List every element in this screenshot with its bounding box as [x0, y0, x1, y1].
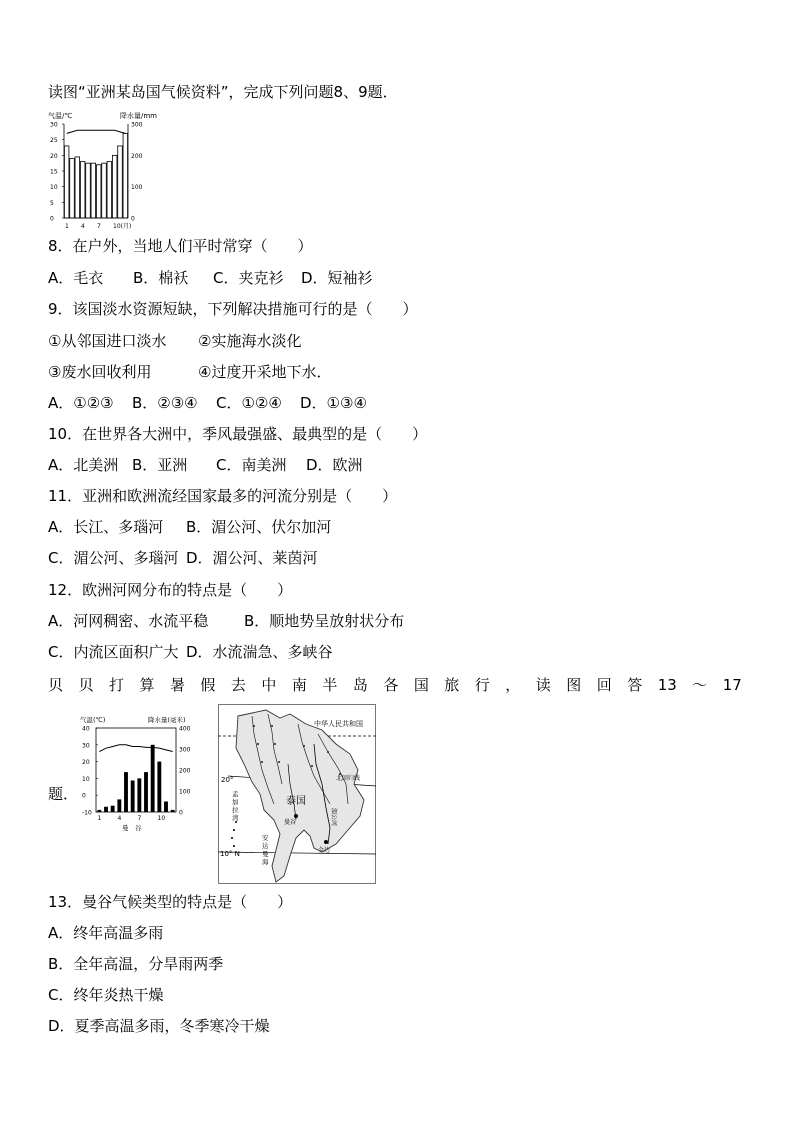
map-label-mekong: 湄公河 — [330, 808, 337, 827]
chart2-x-tick: 1 — [97, 815, 102, 822]
chart1-x-tick: 4 — [81, 223, 85, 230]
intro-char: 国 — [413, 676, 429, 694]
chart1-x-tick: 7 — [97, 223, 101, 230]
chart1-right-tick: 300 — [131, 121, 143, 129]
map-label-andaman — [262, 833, 269, 866]
q8-option-a[interactable]: A．毛衣 — [48, 269, 104, 287]
chart1-left-axis-label: 气温/℃ — [48, 112, 73, 120]
map-label-china: 中华人民共和国 — [314, 720, 363, 728]
map-label-lat10: 10° N — [220, 850, 240, 858]
chart1-left-tick: 30 — [50, 121, 58, 129]
q11-options-1 — [48, 517, 331, 537]
q13-option-d[interactable]: D．夏季高温多雨，冬季寒冷干燥 — [48, 1017, 270, 1035]
q8-option-c[interactable]: C．夹克衫 — [213, 269, 284, 287]
q10-option-c[interactable]: C．南美洲 — [216, 456, 287, 474]
q8-stem: 8．在户外，当地人们平时常穿（ ） — [48, 237, 313, 255]
q9-option-c[interactable]: C．①②④ — [216, 394, 282, 412]
q12-option-a[interactable]: A．河网稠密、水流平稳 — [48, 612, 209, 630]
chart1-x-tick: 1 — [65, 223, 69, 230]
map-label-bangkok: 曼谷 — [284, 819, 297, 826]
q12-stem: 12．欧洲河网分布的特点是（ ） — [48, 581, 293, 599]
chart2-x-tick: 10 — [157, 815, 166, 822]
chart2-right-tick: 0 — [179, 809, 183, 817]
chart2-precip-bar — [151, 745, 155, 812]
chart2-temperature-line — [99, 745, 172, 752]
q9-option-d[interactable]: D．①③④ — [300, 394, 367, 412]
chart2-precip-bar — [157, 762, 161, 812]
q11-option-c[interactable]: C．湄公河、多瑙河 — [48, 549, 179, 567]
island-climate-chart — [48, 108, 178, 230]
chart1-left-tick: 10 — [50, 184, 58, 192]
map-label-lat20: 20° — [221, 776, 234, 784]
intro-char: 打 — [108, 676, 124, 694]
map-label-phnom-penh: 金边 — [318, 847, 331, 854]
intro-char: 去 — [230, 676, 246, 694]
chart2-precip-bar — [104, 807, 108, 812]
chart1-precip-bar — [86, 163, 91, 218]
q10-option-b[interactable]: B．亚洲 — [132, 456, 188, 474]
map-label-bay-of-bengal — [232, 789, 239, 822]
chart1-right-tick: 0 — [131, 215, 135, 223]
q10-options — [48, 455, 363, 475]
chart2-left-axis-label: 气温(℃) — [80, 716, 106, 724]
chart1-precip-bar — [112, 155, 117, 218]
chart2-left-tick: 40 — [82, 725, 90, 733]
q11-stem: 11．亚洲和欧洲流经国家最多的河流分别是（ ） — [48, 487, 398, 505]
intro-char: 算 — [139, 676, 155, 694]
q11-options-2 — [48, 548, 318, 568]
intro-char: 岛 — [352, 676, 368, 694]
intro-char: 贝 — [48, 676, 64, 694]
chart1-left-tick: 25 — [50, 137, 58, 145]
intro-char: 中 — [261, 676, 277, 694]
q10-option-d[interactable]: D．欧洲 — [306, 456, 363, 474]
chart1-right-tick: 100 — [131, 184, 143, 192]
q11-option-d[interactable]: D．湄公河、莱茵河 — [186, 549, 318, 567]
indochina-map — [218, 704, 376, 884]
q9-choice-3: ③废水回收利用 — [48, 363, 152, 381]
chart2-right-tick: 200 — [179, 767, 191, 775]
q9-choices-1 — [48, 331, 301, 351]
bangkok-marker — [294, 814, 298, 818]
intro-char: 17 — [722, 676, 742, 694]
chart1-precip-bar — [64, 146, 69, 218]
svg-text:孟加拉湾: 孟加拉湾 — [232, 790, 239, 822]
q9-options — [48, 393, 367, 413]
chart2-precip-bar — [131, 781, 135, 813]
chart1-precip-bar — [107, 162, 112, 218]
chart2-precip-bar — [117, 799, 121, 812]
chart1-x-tick: 10(月) — [113, 223, 132, 230]
q8-option-d[interactable]: D．短袖衫 — [301, 269, 373, 287]
q9-choice-1: ①从邻国进口淡水 — [48, 332, 167, 350]
intro-char: 答 — [627, 676, 643, 694]
chart2-precip-bar — [111, 806, 115, 812]
q12-option-c[interactable]: C．内流区面积广大 — [48, 643, 179, 661]
chart1-precip-bar — [75, 157, 80, 218]
chart1-precip-bar — [102, 163, 107, 218]
svg-text:安达曼海: 安达曼海 — [262, 834, 269, 866]
q12-option-d[interactable]: D．水流湍急、多峡谷 — [186, 643, 333, 661]
chart2-precip-bar — [137, 778, 141, 812]
q11-option-a[interactable]: A．长江、多瑙河 — [48, 518, 164, 536]
q13-option-b[interactable]: B．全年高温，分旱雨两季 — [48, 955, 224, 973]
chart2-precip-bar — [124, 772, 128, 812]
q12-options-1 — [48, 611, 404, 631]
intro-char: 行 — [474, 676, 490, 694]
intro-q13-17-end: 题． — [48, 785, 79, 803]
q9-stem: 9．该国淡水资源短缺，下列解决措施可行的是（ ） — [48, 300, 418, 318]
intro-char: 贝 — [78, 676, 94, 694]
chart1-left-tick: 0 — [50, 215, 54, 223]
chart2-x-tick: 7 — [137, 815, 142, 822]
q9-option-b[interactable]: B．②③④ — [132, 394, 198, 412]
chart1-precip-bar — [70, 158, 75, 218]
chart1-left-tick: 20 — [50, 152, 58, 160]
intro-char: 南 — [291, 676, 307, 694]
q8-option-b[interactable]: B．棉袄 — [133, 269, 189, 287]
chart1-precip-bar — [123, 133, 128, 218]
phnom-penh-marker — [324, 840, 328, 844]
intro-char: 回 — [596, 676, 612, 694]
chart2-right-tick: 300 — [179, 746, 191, 754]
chart1-temperature-line — [67, 130, 126, 133]
q9-choice-4: ④过度开采地下水． — [198, 363, 332, 381]
chart2-left-tick: -10 — [82, 809, 92, 817]
chart2-precip-bar — [164, 802, 168, 813]
chart1-precip-bar — [96, 165, 101, 218]
chart2-x-tick: 4 — [117, 815, 122, 822]
intro-char: ～ — [692, 676, 708, 694]
q8-options — [48, 268, 373, 288]
map-label-thailand: 泰国 — [286, 796, 306, 807]
q9-choice-2: ②实施海水淡化 — [198, 332, 302, 350]
chart2-precip-bar — [144, 772, 148, 812]
q10-stem: 10．在世界各大洲中，季风最强盛、最典型的是（ ） — [48, 425, 428, 443]
map-label-tropic: 北回归线 — [336, 775, 361, 782]
chart2-right-tick: 100 — [179, 788, 191, 796]
intro-char: 13 — [657, 676, 677, 694]
q13-option-c[interactable]: C．终年炎热干燥 — [48, 986, 164, 1004]
chart1-right-tick: 200 — [131, 152, 143, 160]
chart2-right-axis-label: 降水量(毫米) — [148, 716, 186, 724]
chart2-left-tick: 30 — [82, 742, 90, 750]
chart2-left-tick: 10 — [82, 775, 90, 783]
q10-option-a[interactable]: A．北美洲 — [48, 456, 119, 474]
q9-option-a[interactable]: A．①②③ — [48, 394, 114, 412]
chart1-precip-bar — [80, 162, 85, 218]
intro-char: ， — [505, 676, 521, 694]
chart1-right-axis-label: 降水量/mm — [120, 112, 157, 120]
chart1-left-tick: 5 — [50, 199, 54, 207]
intro-char: 半 — [322, 676, 338, 694]
intro-q13-17 — [48, 675, 742, 695]
q11-option-b[interactable]: B．湄公河、伏尔加河 — [186, 518, 332, 536]
intro-char: 图 — [566, 676, 582, 694]
q13-option-a[interactable]: A．终年高温多雨 — [48, 924, 164, 942]
chart2-frame — [96, 728, 176, 812]
intro-char: 旅 — [444, 676, 460, 694]
chart2-left-tick: 20 — [82, 759, 90, 767]
chart2-left-tick: 0 — [82, 792, 86, 800]
intro-q8-9: 读图“亚洲某岛国气候资料”，完成下列问题8、9题． — [48, 83, 398, 101]
intro-char: 暑 — [169, 676, 185, 694]
q12-option-b[interactable]: B．顺地势呈放射状分布 — [244, 612, 405, 630]
q9-choices-2 — [48, 362, 331, 382]
chart2-right-tick: 400 — [179, 725, 191, 733]
bangkok-climate-chart — [80, 714, 202, 832]
chart1-precip-bar — [118, 146, 123, 218]
chart1-precip-bar — [91, 163, 96, 218]
q12-options-2 — [48, 642, 333, 662]
intro-char: 读 — [535, 676, 551, 694]
intro-char: 假 — [200, 676, 216, 694]
chart2-caption: 曼 谷 — [122, 824, 142, 832]
chart1-left-tick: 15 — [50, 168, 58, 176]
intro-char: 各 — [383, 676, 399, 694]
q13-stem: 13．曼谷气候类型的特点是（ ） — [48, 893, 293, 911]
